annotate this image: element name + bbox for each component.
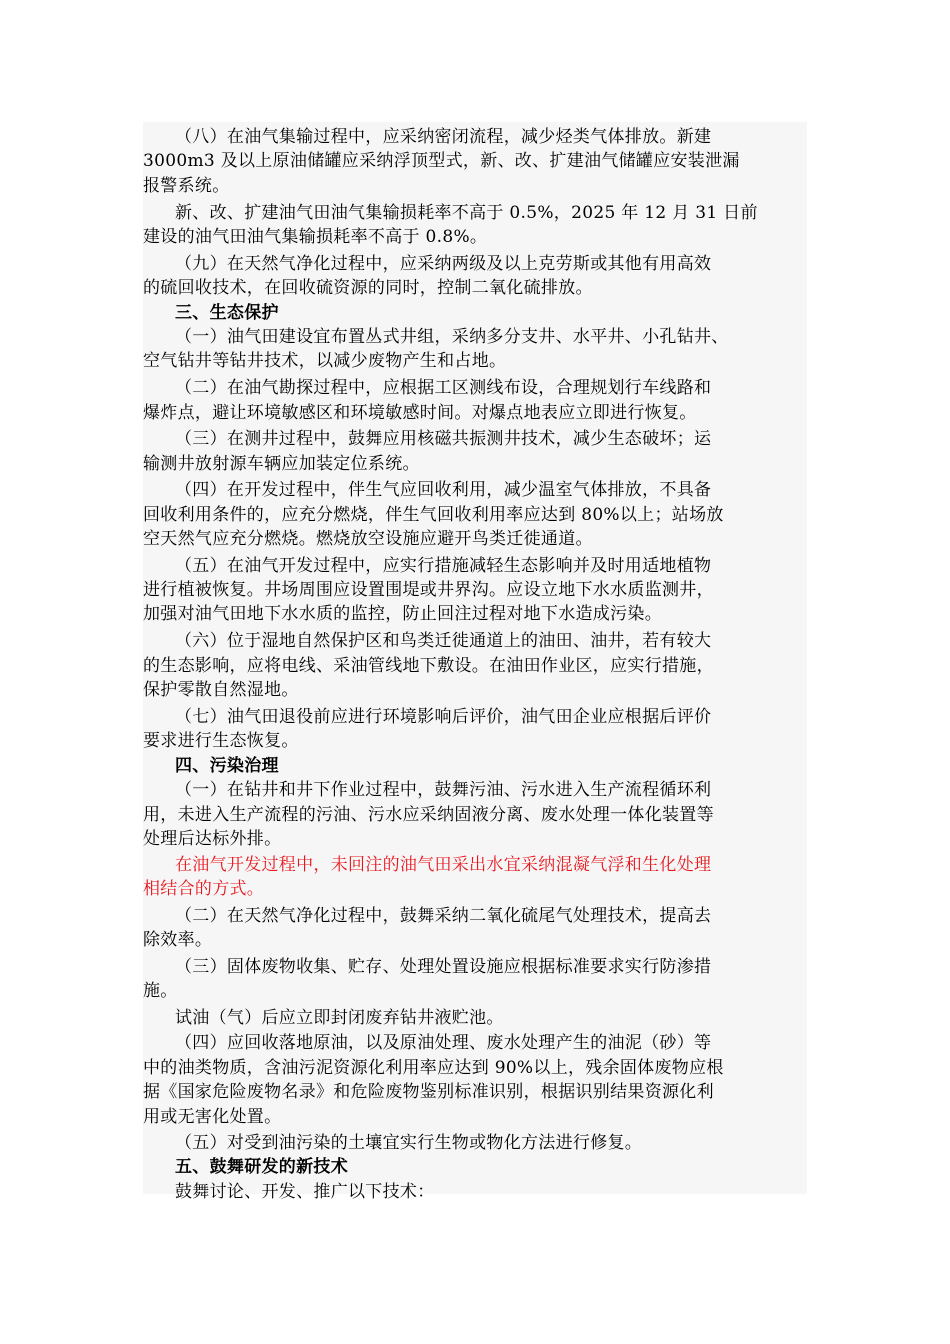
text-line: 要求进行生态恢复。 <box>143 731 299 751</box>
text-line: （四）应回收落地原油，以及原油处理、废水处理产生的油泥（砂）等 <box>175 1033 712 1053</box>
text-line: 建设的油气田油气集输损耗率不高于 0.8%。 <box>143 227 488 247</box>
section-heading: 三、生态保护 <box>175 303 279 323</box>
text-line: 试油（气）后应立即封闭废弃钻井液贮池。 <box>175 1008 504 1028</box>
section-heading: 五、鼓舞研发的新技术 <box>175 1157 348 1177</box>
text-line: 处理后达标外排。 <box>143 829 282 849</box>
text-line: （六）位于湿地自然保护区和鸟类迁徙通道上的油田、油井，若有较大 <box>175 631 712 651</box>
text-line: （八）在油气集输过程中，应采纳密闭流程，减少烃类气体排放。新建 <box>175 127 712 147</box>
text-line: 进行植被恢复。井场周围应设置围堤或井界沟。应设立地下水水质监测井， <box>143 580 714 600</box>
text-line: 除效率。 <box>143 930 213 950</box>
section-heading: 四、污染治理 <box>175 756 279 776</box>
text-line: 用或无害化处置。 <box>143 1107 282 1127</box>
text-line: 报警系统。 <box>143 176 230 196</box>
text-line: 空气钻井等钻井技术，以减少废物产生和占地。 <box>143 351 507 371</box>
text-line: （三）固体废物收集、贮存、处理处置设施应根据标准要求实行防渗措 <box>175 957 712 977</box>
text-line: 中的油类物质，含油污泥资源化利用率应达到 90%以上，残余固体废物应根 <box>143 1058 724 1078</box>
text-line: （一）油气田建设宜布置丛式井组，采纳多分支井、水平井、小孔钻井、 <box>175 327 729 347</box>
text-line: 的生态影响，应将电线、采油管线地下敷设。在油田作业区，应实行措施， <box>143 656 714 676</box>
highlighted-text-line: 相结合的方式。 <box>143 879 265 899</box>
text-line: 空天然气应充分燃烧。燃烧放空设施应避开鸟类迁徙通道。 <box>143 529 593 549</box>
text-line: 鼓舞讨论、开发、推广以下技术： <box>175 1182 435 1202</box>
text-line: 3000m3 及以上原油储罐应采纳浮顶型式，新、改、扩建油气储罐应安装泄漏 <box>143 151 740 171</box>
text-line: （二）在天然气净化过程中，鼓舞采纳二氧化硫尾气处理技术，提高去 <box>175 906 712 926</box>
text-line: （五）对受到油污染的土壤宜实行生物或物化方法进行修复。 <box>175 1133 643 1153</box>
text-line: （四）在开发过程中，伴生气应回收利用，减少温室气体排放，不具备 <box>175 480 712 500</box>
text-line: 爆炸点，避让环境敏感区和环境敏感时间。对爆点地表应立即进行恢复。 <box>143 403 697 423</box>
text-line: 施。 <box>143 981 178 1001</box>
document-page <box>143 122 807 1202</box>
text-line: （一）在钻井和井下作业过程中，鼓舞污油、污水进入生产流程循环利 <box>175 780 712 800</box>
text-line: （二）在油气勘探过程中，应根据工区测线布设，合理规划行车线路和 <box>175 378 712 398</box>
text-line: 用，未进入生产流程的污油、污水应采纳固液分离、废水处理一体化装置等 <box>143 805 714 825</box>
text-line: 据《国家危险废物名录》和危险废物鉴别标准识别，根据识别结果资源化利 <box>143 1082 714 1102</box>
text-line: 的硫回收技术，在回收硫资源的同时，控制二氧化硫排放。 <box>143 278 593 298</box>
text-line: 输测井放射源车辆应加装定位系统。 <box>143 454 420 474</box>
text-line: （七）油气田退役前应进行环境影响后评价，油气田企业应根据后评价 <box>175 707 712 727</box>
highlighted-text-line: 在油气开发过程中，未回注的油气田采出水宜采纳混凝气浮和生化处理 <box>175 855 712 875</box>
text-line: 回收利用条件的，应充分燃烧，伴生气回收利用率应达到 80%以上；站场放 <box>143 505 724 525</box>
text-line: （五）在油气开发过程中，应实行措施减轻生态影响并及时用适地植物 <box>175 556 712 576</box>
text-line: （三）在测井过程中，鼓舞应用核磁共振测井技术，减少生态破坏；运 <box>175 429 712 449</box>
text-line: （九）在天然气净化过程中，应采纳两级及以上克劳斯或其他有用高效 <box>175 254 712 274</box>
text-line: 加强对油气田地下水水质的监控，防止回注过程对地下水造成污染。 <box>143 604 662 624</box>
text-line: 保护零散自然湿地。 <box>143 680 299 700</box>
text-line: 新、改、扩建油气田油气集输损耗率不高于 0.5%，2025 年 12 月 31 日前 <box>175 203 758 223</box>
